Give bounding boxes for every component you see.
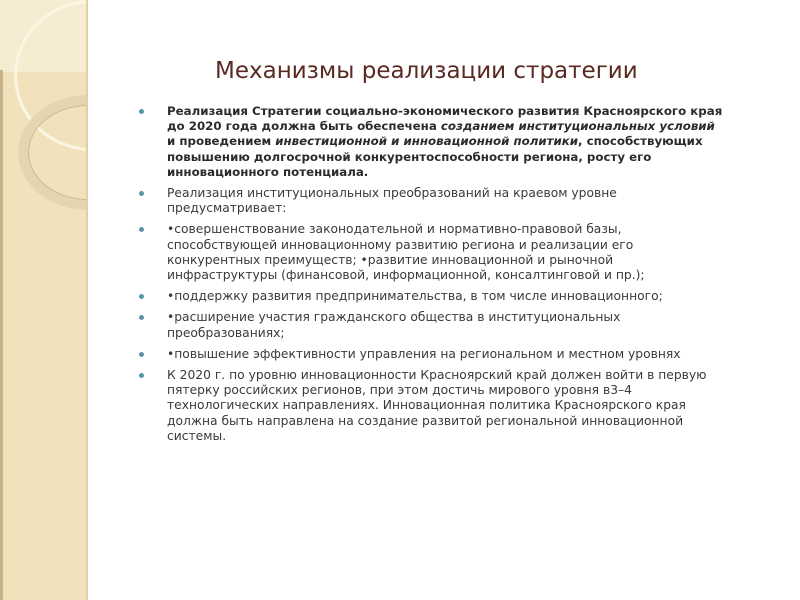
bullet-item [135,104,775,180]
text-segment: •расширение участия гражданского общества в институциональных [167,310,621,325]
bullet-text-line [167,119,775,134]
bullet-text-line [167,201,775,216]
text-segment: •совершенствование законодательной и нормативно-правовой базы, [167,222,622,237]
text-segment: инфраструктуры (финансовой, информационной, консалтинговой и пр.); [167,268,645,283]
bullet-text-line [167,253,775,268]
text-segment: Реализация Стратегии социально-экономического развития Красноярского края [167,104,723,118]
bullet-dot-icon [139,227,144,232]
text-segment: повышению долгосрочной конкурентоспособности региона, росту его [167,149,652,164]
bullet-text-line [167,310,775,325]
slide-title: Механизмы реализации стратегии [215,58,638,84]
bullet-item [135,347,775,362]
text-segment: конкурентных преимуществ; •развитие инновационной и рыночной [167,252,614,267]
bullet-text-line [167,289,775,304]
text-segment: технологических направлениях. Инновационная политика Красноярского края [167,398,686,413]
bullet-item [135,186,775,216]
bullet-dot-icon [139,352,144,357]
bullet-dot-icon [139,109,144,114]
text-segment: преобразованиях; [167,325,285,340]
bullet-text-line [167,186,775,201]
decorative-side-strip [0,0,88,600]
text-segment: способствующей инновационному развитию региона и реализации его [167,237,634,252]
bullet-text-line [167,238,775,253]
bullet-text-line [167,326,775,341]
bullet-text-line [167,150,775,165]
text-segment: К 2020 г. по уровню инновационности Красноярский край должен войти в первую [167,368,707,383]
bullet-text-line [167,414,775,429]
bullet-text-line [167,383,775,398]
text-segment: должна быть направлена на создание развитой региональной инновационной [167,413,684,428]
bullet-item [135,289,775,304]
bullet-text-line [167,268,775,283]
bullet-text-line [167,347,775,362]
bullet-item [135,368,775,444]
bullet-text-line [167,398,775,413]
bullet-text-line [167,104,775,119]
bullet-dot-icon [139,373,144,378]
bullet-text-line [167,165,775,180]
text-segment: инновационного потенциала. [167,164,369,179]
bullet-dot-icon [139,315,144,320]
bullet-item [135,222,775,283]
emphasized-text: созданием институциональных условий [440,119,715,134]
bullet-text-line [167,429,775,444]
bullet-list [135,104,775,450]
text-segment: •поддержку развития предпринимательства, в том числе инновационного; [167,289,663,304]
text-segment: •повышение эффективности управления на региональном и местном уровнях [167,346,681,361]
bullet-text-line [167,134,775,149]
bullet-dot-icon [139,294,144,299]
text-segment: до 2020 года должна быть обеспечена [167,119,441,134]
emphasized-text: инвестиционной и инновационной политики [275,134,579,149]
text-segment: и проведением [167,134,276,149]
side-strip-edge [0,70,3,600]
text-segment: , способствующих [578,134,703,149]
text-segment: предусматривает: [167,201,287,216]
bullet-item [135,310,775,340]
bullet-dot-icon [139,191,144,196]
text-segment: пятерку российских регионов, при этом достичь мирового уровня в3–4 [167,383,632,398]
bullet-text-line [167,368,775,383]
bullet-text-line [167,222,775,237]
text-segment: системы. [167,428,227,443]
text-segment: Реализация институциональных преобразований на краевом уровне [167,186,617,201]
